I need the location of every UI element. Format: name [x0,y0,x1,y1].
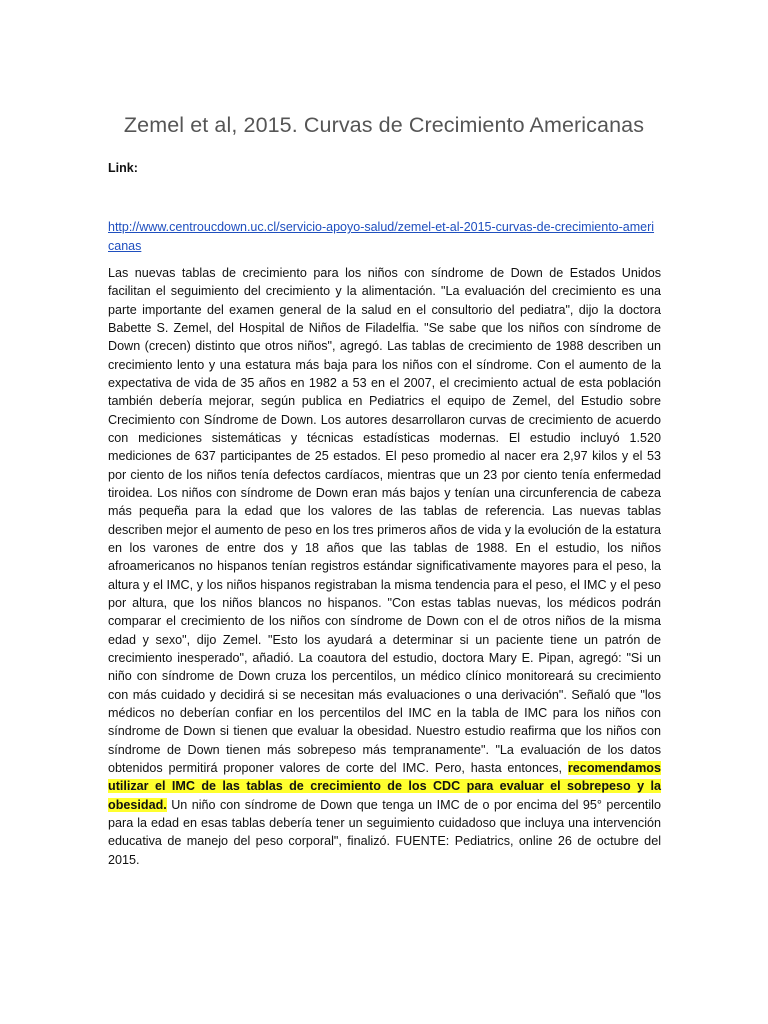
body-text-before-highlight: Las nuevas tablas de crecimiento para los niños con síndrome de Down de Estados Unidos facilitan el seguimiento del crecimiento y la alimentación. "La evaluación del crecimiento es una parte importante del examen general de la salud en el consultorio del pediatra", dijo la doctora Babette S. Zemel, del Hospital de Niños de Filadelfia. "Se sabe que los niños con síndrome de Down (crecen) distinto que otros niños", agregó. Las tablas de crecimiento de 1988 describen un crecimiento lento y una estatura más baja para los niños con el síndrome. Con el aumento de la expectativa de vida de 35 años en 1982 a 53 en el 2007, el crecimiento actual de esta población también debería mejorar, según publica en Pediatrics el equipo de Zemel, del Estudio sobre Crecimiento con Síndrome de Down. Los autores desarrollaron curvas de crecimiento de acuerdo con mediciones sistemáticas y técnicas estadísticas modernas. El estudio incluyó 1.520 mediciones de 637 participantes de 25 estados. El peso promedio al nacer era 2,97 kilos y el 53 por ciento de los niños tenía defectos cardíacos, mientras que un 23 por ciento tenía enfermedad tiroidea. Los niños con síndrome de Down eran más bajos y tenían una circunferencia de cabeza más pequeña para la edad que los valores de las tablas de referencia. Las nuevas tablas describen mejor el aumento de peso en los tres primeros años de vida y la evolución de la estatura en los varones de entre dos y 18 años que las tablas de 1988. En el estudio, los niños afroamericanos no hispanos tenían registros estándar significativamente mayores para el peso, la altura y el IMC, y los niños hispanos registraban la misma tendencia para el peso, el IMC y el peso por altura, que los niños blancos no hispanos. "Con estas tablas nuevas, los médicos podrán comparar el crecimiento de los niños con síndrome de Down con el de otros niños de la misma edad y sexo", dijo Zemel. "Esto los ayudará a determinar si un paciente tiene un patrón de crecimiento inesperado", añadió. La coautora del estudio, doctora Mary E. Pipan, agregó: "Si un niño con síndrome de Down cruza los percentilos, un médico clínico monitoreará su crecimiento con más cuidado y decidirá si se necesitan más evaluaciones o una derivación". Señaló que "los médicos no deberían confiar en los percentilos del IMC en la tabla de IMC para los niños con síndrome de Down si tienen que evaluar la obesidad. Nuestro estudio reafirma que los niños con síndrome de Down tienen más sobrepeso más tempranamente". "La evaluación de los datos obtenidos permitirá proponer valores de corte del IMC. Pero, hasta entonces, [108,266,661,775]
document-title: Zemel et al, 2015. Curvas de Crecimiento Americanas [123,113,645,137]
source-link[interactable]: http://www.centroucdown.uc.cl/servicio-apoyo-salud/zemel-et-al-2015-curvas-de-crecimiento-americanas [108,220,655,253]
highlighted-recommendation: recomendamos utilizar el IMC de las tablas de crecimiento de los CDC para evaluar el sobrepeso y la obesidad. [108,760,661,812]
article-body [108,264,661,869]
link-label: Link: [108,161,138,175]
body-text-after-highlight: Un niño con síndrome de Down que tenga un IMC de o por encima del 95° percentilo para la edad en esas tablas debería tener un seguimiento cuidadoso que incluya una intervención educativa de manejo del peso corporal", finalizó. FUENTE: Pediatrics, online 26 de octubre del 2015. [108,797,661,867]
